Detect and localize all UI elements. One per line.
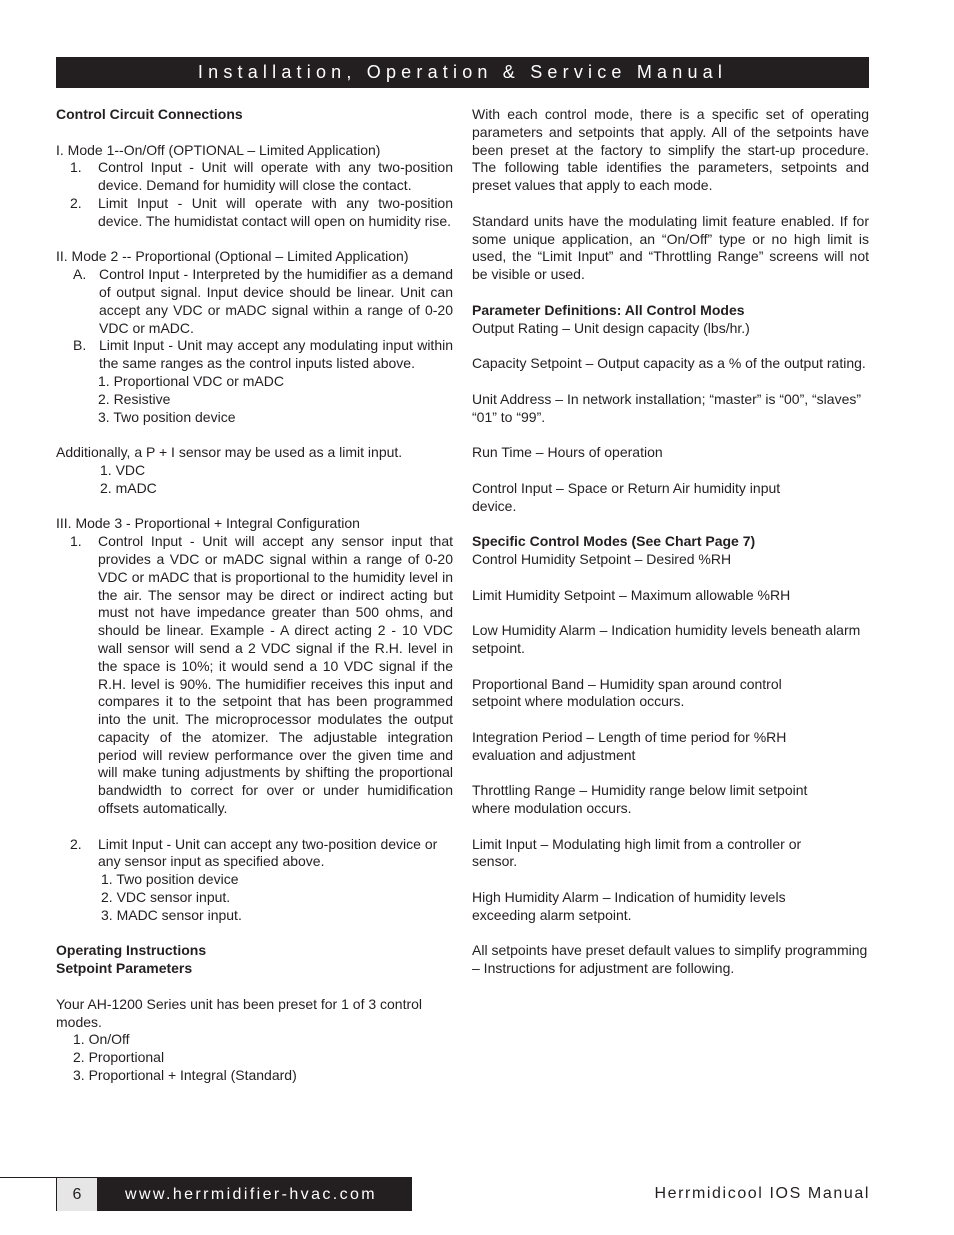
sub-list-item: 1. Two position device: [101, 871, 239, 888]
additional-text: Additionally, a P + I sensor may be used as a limit input.: [56, 444, 403, 461]
list-item: 1. Control Input - Unit will accept any sensor input that provides a VDC or mADC signal within a range of 0-20 VDC or mADC that is proportional to the humidity level in the air. The sensor may be direct or indirect acting but must not have impedance greater than 500 ohms, and should be linear. Example - A direct acting 2 - 10 VDC wall sensor will send a 2 VDC signal if the R.H. level in the space is 10%; it would send a 10 VDC signal if the R.H. level is 90%. The humidifier receives this input and compares it to the setpoint that has been programmed into the unit. The microprocessor modulates the output capacity of the atomizer. The adjustable integration period will review performance over the given time and will make tuning adjustments by shifting the proportional bandwidth to correct for over or under humidification offsets automatically.: [70, 533, 453, 817]
right-column: [472, 106, 869, 978]
sub-list-item: 3. MADC sensor input.: [101, 906, 242, 923]
param-definition: Throttling Range – Humidity range below limit setpoint where modulation occurs.: [472, 782, 808, 817]
specific-heading: Specific Control Modes (See Chart Page 7): [472, 533, 756, 550]
param-definition: Proportional Band – Humidity span around control setpoint where modulation occurs.: [472, 675, 782, 710]
list-item: 2. Limit Input - Unit can accept any two-position device or any sensor input as specified above.: [70, 835, 438, 870]
footer-url: www.herrmidifier-hvac.com: [97, 1178, 412, 1211]
param-definition: All setpoints have preset default values to simplify programming – Instructions for adjustment are following.: [472, 942, 868, 977]
sub-list-item: 2. Resistive: [98, 390, 171, 407]
param-definition: Run Time – Hours of operation: [472, 444, 663, 461]
page-header-title: Installation, Operation & Service Manual: [56, 57, 869, 88]
param-definition: Limit Input – Modulating high limit from a controller or sensor.: [472, 835, 802, 870]
intro-paragraph: With each control mode, there is a specific set of operating parameters and setpoints that apply. All of the setpoints have been preset at the factory to simplify the start-up procedure. The following table identifies the parameters, setpoints and preset values that apply to each mode.: [472, 106, 869, 194]
sub-list-item: 2. mADC: [100, 479, 157, 496]
list-item: B. Limit Input - Unit may accept any modulating input within the same ranges as the control inputs listed above.: [73, 337, 453, 372]
sub-list-item: 1. On/Off: [73, 1031, 130, 1048]
list-item: 2. Limit Input - Unit will operate with any two-position device. The humidistat contact will open on humidity rise.: [70, 194, 453, 229]
sub-list-item: 1. VDC: [100, 461, 146, 478]
sub-list-item: 3. Proportional + Integral (Standard): [73, 1067, 297, 1084]
list-item: A. Control Input - Interpreted by the humidifier as a demand of output signal. Input device should be linear. Unit can accept any VDC or mADC signal within a range of 0-20 VDC or mADC.: [73, 266, 453, 336]
page-number: 6: [56, 1178, 97, 1211]
footer-manual-title: Herrmidicool IOS Manual: [654, 1185, 870, 1202]
left-column: [56, 106, 453, 1085]
setpoint-heading: Setpoint Parameters: [56, 960, 193, 977]
param-heading: Parameter Definitions: All Control Modes: [472, 301, 745, 318]
param-definition: Integration Period – Length of time period for %RH evaluation and adjustment: [472, 728, 787, 763]
list-item: 1. Control Input - Unit will operate with any two-position device. Demand for humidity will close the contact.: [70, 159, 453, 194]
mode1-title: I. Mode 1--On/Off (OPTIONAL – Limited Application): [56, 141, 381, 158]
param-definition: Output Rating – Unit design capacity (lbs/hr.): [472, 319, 750, 336]
sub-list-item: 2. Proportional: [73, 1049, 165, 1066]
param-definition: Unit Address – In network installation; “master” is “00”, “slaves” “01” to “99”.: [472, 390, 862, 425]
sub-list-item: 1. Proportional VDC or mADC: [98, 372, 284, 389]
param-definition: Low Humidity Alarm – Indication humidity levels beneath alarm setpoint.: [472, 622, 861, 656]
sub-list-item: 2. VDC sensor input.: [101, 889, 231, 906]
param-definition: Capacity Setpoint – Output capacity as a % of the output rating.: [472, 355, 866, 372]
standard-paragraph: Standard units have the modulating limit feature enabled. If for some unique application, an “On/Off” type or no high limit is used, the “Limit Input” and “Throttling Range” screens will not be visible or used.: [472, 212, 869, 283]
preset-text: Your AH-1200 Series unit has been preset for 1 of 3 control modes.: [56, 995, 423, 1030]
mode2-title: II. Mode 2 -- Proportional (Optional – Limited Application): [56, 248, 409, 265]
operating-heading: Operating Instructions: [56, 942, 207, 959]
param-definition: Control Humidity Setpoint – Desired %RH: [472, 550, 732, 567]
param-definition: Limit Humidity Setpoint – Maximum allowable %RH: [472, 586, 791, 603]
param-definition: High Humidity Alarm – Indication of humidity levels exceeding alarm setpoint.: [472, 889, 786, 923]
section-heading: Control Circuit Connections: [56, 106, 243, 122]
param-definition: Control Input – Space or Return Air humidity input device.: [472, 479, 781, 514]
sub-list-item: 3. Two position device: [98, 408, 236, 425]
mode3-title: III. Mode 3 - Proportional + Integral Configuration: [56, 515, 360, 532]
